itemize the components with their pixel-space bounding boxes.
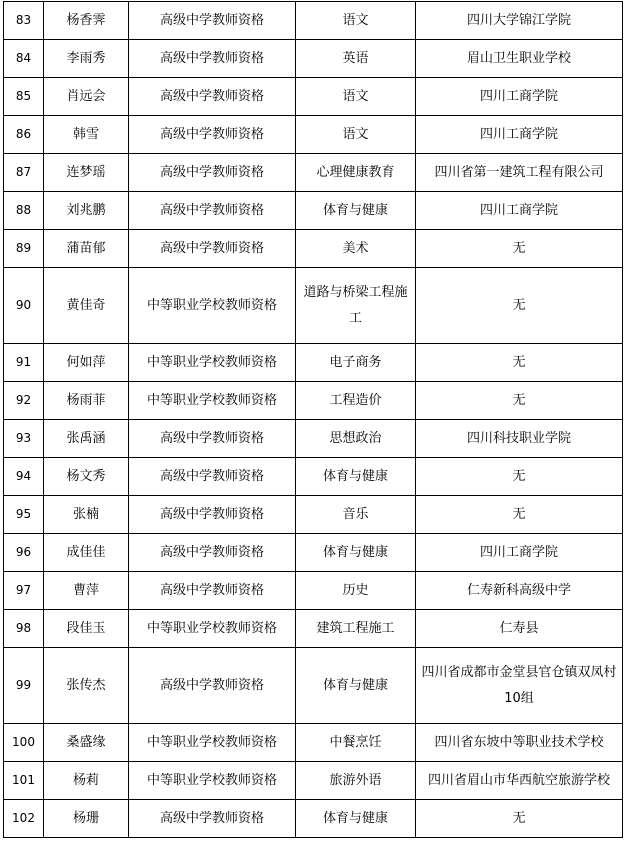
work-unit: 无 — [416, 458, 623, 496]
row-number: 96 — [4, 534, 44, 572]
qualification-type: 中等职业学校教师资格 — [129, 610, 296, 648]
work-unit: 四川工商学院 — [416, 192, 623, 230]
table-row — [4, 572, 623, 610]
work-unit-text: 四川省成都市金堂县官仓镇双凤村10组 — [421, 664, 617, 706]
row-number: 87 — [4, 154, 44, 192]
table-row — [4, 192, 623, 230]
qualification-type: 高级中学教师资格 — [129, 40, 296, 78]
table-row — [4, 534, 623, 572]
subject: 美术 — [296, 230, 416, 268]
qualification-type: 高级中学教师资格 — [129, 800, 296, 838]
work-unit: 无 — [416, 268, 623, 344]
person-name: 张传杰 — [44, 648, 129, 724]
subject: 语文 — [296, 116, 416, 154]
person-name: 张禹涵 — [44, 420, 129, 458]
work-unit: 四川工商学院 — [416, 534, 623, 572]
subject: 体育与健康 — [296, 458, 416, 496]
work-unit: 四川省第一建筑工程有限公司 — [416, 154, 623, 192]
person-name: 杨莉 — [44, 762, 129, 800]
work-unit: 四川省东坡中等职业技术学校 — [416, 724, 623, 762]
qualification-type: 高级中学教师资格 — [129, 230, 296, 268]
table-row — [4, 724, 623, 762]
subject: 音乐 — [296, 496, 416, 534]
work-unit: 四川工商学院 — [416, 78, 623, 116]
work-unit — [416, 648, 623, 724]
person-name: 张楠 — [44, 496, 129, 534]
table-row — [4, 268, 623, 344]
person-name: 肖远会 — [44, 78, 129, 116]
subject: 中餐烹饪 — [296, 724, 416, 762]
row-number: 95 — [4, 496, 44, 534]
subject: 体育与健康 — [296, 192, 416, 230]
subject: 思想政治 — [296, 420, 416, 458]
table-row — [4, 458, 623, 496]
row-number: 84 — [4, 40, 44, 78]
qualification-type: 中等职业学校教师资格 — [129, 268, 296, 344]
qualification-type: 高级中学教师资格 — [129, 420, 296, 458]
table-row — [4, 610, 623, 648]
work-unit: 仁寿县 — [416, 610, 623, 648]
subject: 心理健康教育 — [296, 154, 416, 192]
subject: 英语 — [296, 40, 416, 78]
table-row — [4, 382, 623, 420]
row-number: 91 — [4, 344, 44, 382]
table-row — [4, 762, 623, 800]
qualification-type: 高级中学教师资格 — [129, 648, 296, 724]
subject: 语文 — [296, 78, 416, 116]
work-unit: 四川科技职业学院 — [416, 420, 623, 458]
subject: 旅游外语 — [296, 762, 416, 800]
person-name: 成佳佳 — [44, 534, 129, 572]
work-unit: 四川省眉山市华西航空旅游学校 — [416, 762, 623, 800]
work-unit: 无 — [416, 344, 623, 382]
table-body — [4, 2, 623, 838]
work-unit: 无 — [416, 496, 623, 534]
teacher-qualification-table — [3, 1, 623, 838]
subject: 建筑工程施工 — [296, 610, 416, 648]
person-name: 杨珊 — [44, 800, 129, 838]
row-number: 89 — [4, 230, 44, 268]
subject: 历史 — [296, 572, 416, 610]
subject: 工程造价 — [296, 382, 416, 420]
qualification-type: 高级中学教师资格 — [129, 154, 296, 192]
person-name: 何如萍 — [44, 344, 129, 382]
qualification-type: 高级中学教师资格 — [129, 2, 296, 40]
person-name: 蒲苗郁 — [44, 230, 129, 268]
row-number: 85 — [4, 78, 44, 116]
table-row — [4, 344, 623, 382]
subject: 电子商务 — [296, 344, 416, 382]
row-number: 90 — [4, 268, 44, 344]
qualification-type: 高级中学教师资格 — [129, 534, 296, 572]
row-number: 86 — [4, 116, 44, 154]
table-row — [4, 800, 623, 838]
table-row — [4, 648, 623, 724]
person-name: 杨雨菲 — [44, 382, 129, 420]
work-unit: 仁寿新科高级中学 — [416, 572, 623, 610]
row-number: 98 — [4, 610, 44, 648]
work-unit: 无 — [416, 230, 623, 268]
row-number: 100 — [4, 724, 44, 762]
qualification-type: 中等职业学校教师资格 — [129, 382, 296, 420]
row-number: 88 — [4, 192, 44, 230]
work-unit: 四川工商学院 — [416, 116, 623, 154]
person-name: 刘兆鹏 — [44, 192, 129, 230]
table-row — [4, 420, 623, 458]
work-unit: 眉山卫生职业学校 — [416, 40, 623, 78]
row-number: 92 — [4, 382, 44, 420]
work-unit: 无 — [416, 382, 623, 420]
table-row — [4, 40, 623, 78]
qualification-type: 高级中学教师资格 — [129, 78, 296, 116]
table-row — [4, 2, 623, 40]
person-name: 桑盛缘 — [44, 724, 129, 762]
person-name: 曹萍 — [44, 572, 129, 610]
subject: 体育与健康 — [296, 648, 416, 724]
subject-text: 道路与桥梁工程施工 — [303, 284, 408, 326]
person-name: 杨香霁 — [44, 2, 129, 40]
work-unit: 无 — [416, 800, 623, 838]
row-number: 94 — [4, 458, 44, 496]
qualification-type: 高级中学教师资格 — [129, 116, 296, 154]
row-number: 102 — [4, 800, 44, 838]
row-number: 93 — [4, 420, 44, 458]
table-row — [4, 78, 623, 116]
qualification-type: 高级中学教师资格 — [129, 458, 296, 496]
subject: 体育与健康 — [296, 800, 416, 838]
person-name: 黄佳奇 — [44, 268, 129, 344]
person-name: 段佳玉 — [44, 610, 129, 648]
subject — [296, 268, 416, 344]
row-number: 99 — [4, 648, 44, 724]
qualification-type: 中等职业学校教师资格 — [129, 344, 296, 382]
work-unit: 四川大学锦江学院 — [416, 2, 623, 40]
qualification-type: 高级中学教师资格 — [129, 496, 296, 534]
table-row — [4, 230, 623, 268]
qualification-type: 中等职业学校教师资格 — [129, 762, 296, 800]
subject: 体育与健康 — [296, 534, 416, 572]
qualification-type: 中等职业学校教师资格 — [129, 724, 296, 762]
person-name: 韩雪 — [44, 116, 129, 154]
person-name: 李雨秀 — [44, 40, 129, 78]
person-name: 杨文秀 — [44, 458, 129, 496]
row-number: 97 — [4, 572, 44, 610]
qualification-type: 高级中学教师资格 — [129, 192, 296, 230]
table-row — [4, 496, 623, 534]
subject: 语文 — [296, 2, 416, 40]
row-number: 83 — [4, 2, 44, 40]
row-number: 101 — [4, 762, 44, 800]
qualification-type: 高级中学教师资格 — [129, 572, 296, 610]
person-name: 连梦瑶 — [44, 154, 129, 192]
table-row — [4, 154, 623, 192]
table-row — [4, 116, 623, 154]
